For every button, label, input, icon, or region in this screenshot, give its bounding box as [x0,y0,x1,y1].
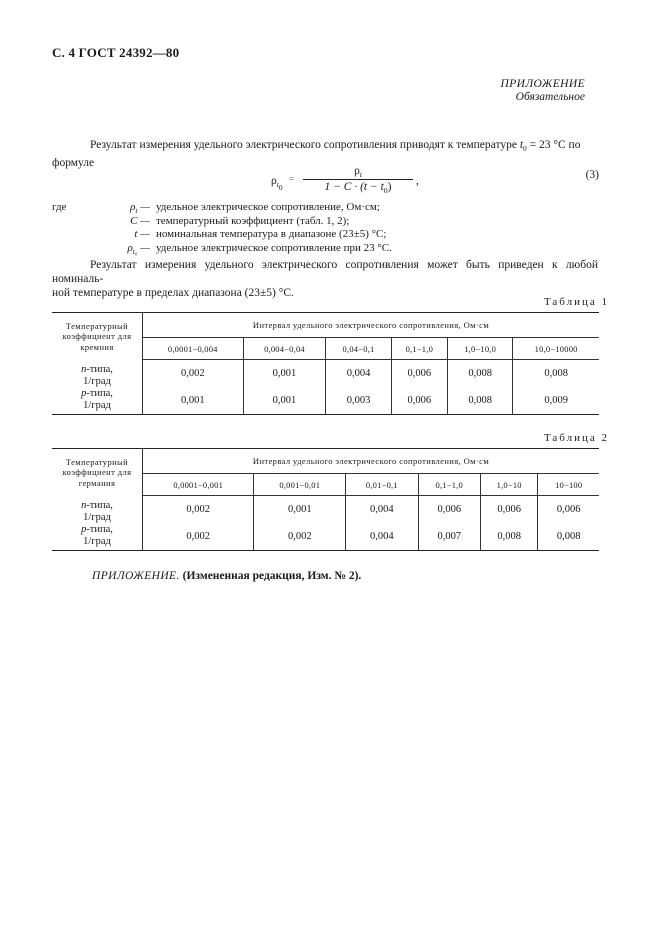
table2-cell: 0,008 [481,524,538,551]
appendix-subtitle: Обязательное [515,91,585,103]
def-symbol-sub: t [135,206,138,215]
table2-cell: 0,002 [143,524,254,551]
table1-cell: 0,001 [243,360,326,388]
table2-cell: 0,002 [254,524,346,551]
row-label: -типа, [86,387,113,399]
table1-row-p [52,388,599,415]
table1-cell: 0,008 [544,368,568,380]
table2-range: 0,0001−0,001 [143,474,254,496]
table2-range: 10−100 [538,474,599,496]
temperature-subscript: 0 [523,144,527,153]
row-label: -типа, [86,523,113,535]
definition-symbol [130,215,150,229]
paragraph-intro-line2: формуле [52,157,95,169]
row-unit: 1/град [83,375,111,387]
row-unit: 1/град [83,535,111,547]
table1-row-n [52,360,599,388]
def-dash: — [140,214,150,227]
definition-row [52,201,598,215]
paragraph-note [52,258,598,300]
table1-row-header: Температурный коэффициент для кремния [52,313,143,360]
table1-cell: 0,001 [143,388,244,415]
row-type: n [81,499,87,511]
table1-cell: 0,009 [544,395,568,406]
row-label: -типа, [86,499,113,511]
table2-cell: 0,006 [556,504,581,516]
table1-cell: 0,006 [391,360,447,388]
numerator-sub: t [359,170,362,179]
table2-range: 0,001−0,01 [254,474,346,496]
definition-symbol [127,242,150,259]
formula-fraction [303,164,413,198]
def-dash: — [140,201,150,213]
def-symbol-rho: ρ [130,201,136,213]
table2-cell: 0,008 [556,531,581,542]
table2-range: 0,01−0,1 [346,474,418,496]
definition-text: номинальная температура в диапазоне (23±5) °С; [156,228,387,240]
table2-range: 0,1−1,0 [418,474,481,496]
formula-comma: , [416,175,419,187]
table1-span-header: Интервал удельного электрического сопротивления, Ом·см [143,313,600,338]
formula-lhs-sub: t [276,180,279,189]
table1-range: 0,04−0,1 [326,338,391,360]
definition-row [52,215,598,229]
table1-cell: 0,008 [448,388,513,415]
amendment-note-italic: ПРИЛОЖЕНИЕ. [92,570,180,582]
page-header: С. 4 ГОСТ 24392—80 [52,45,180,60]
table2-cell: 0,004 [346,496,418,524]
def-symbol-rho0: ρ [127,241,133,254]
def-symbol-sub: t₀ [132,246,138,256]
table1-range: 0,0001−0,004 [143,338,244,360]
table1-cell: 0,003 [326,388,391,415]
row-type: p [81,387,87,399]
row-type: n [81,363,87,375]
row-label: -типа, [86,363,113,375]
table1-cell: 0,004 [326,360,391,388]
table2-cell: 0,004 [346,524,418,551]
definition-text: удельное электрическое сопротивление при 23 °С. [156,241,392,254]
table1-range: 10,0−10000 [513,338,599,360]
def-symbol-t: t [134,228,138,240]
paragraph-note-line2: ной температуре в пределах диапазона (23±5) °С. [52,287,294,299]
denominator-text: 1 − C · (t − t [324,181,384,193]
paragraph-intro-tail: = 23 °С по [529,139,581,151]
formula-number: (3) [585,169,599,181]
formula-lhs-subsub: 0 [278,183,283,192]
denominator-sub: 0 [383,186,388,195]
def-symbol-c: C [130,214,138,227]
definition-text: температурный коэффициент (табл. 1, 2); [156,214,350,227]
table1-cell: 0,001 [243,388,326,415]
numerator-symbol: ρ [354,165,360,177]
denominator-close: ) [387,181,392,193]
table2-row-label [52,496,143,524]
definitions [52,201,598,255]
table1 [52,312,599,415]
table2-cell: 0,006 [481,496,538,524]
table2-row-label [52,524,143,551]
table1-caption: Таблица 1 [543,296,609,308]
paragraph-intro-text: Результат измерения удельного электрического сопротивления приводят к температуре [90,139,517,151]
table1-range: 1,0−10,0 [448,338,513,360]
row-unit: 1/град [83,399,111,411]
formula-denominator [303,180,413,198]
formula-lhs-symbol: ρ [271,175,277,187]
formula-numerator [303,164,413,178]
table2-caption: Таблица 2 [543,432,609,444]
definition-row [52,242,598,256]
definitions-lead: где [52,201,67,213]
appendix-label [501,78,585,104]
table2-cell: 0,002 [143,496,254,524]
amendment-note [92,570,361,582]
table1-row-label [52,360,143,388]
formula-lhs [271,175,283,192]
paragraph-note-line1: Результат измерения удельного электрического сопротивления может быть приведен к любой номиналь- [52,259,598,285]
row-type: p [81,523,87,535]
definition-text: удельное электрическое сопротивление, Ом·см; [156,201,380,213]
table2-row-p [52,524,599,551]
table2-row-header: Температурный коэффициент для германия [52,449,143,496]
table2-range: 1,0−10 [481,474,538,496]
table1-range: 0,1−1,0 [391,338,447,360]
def-dash: — [140,241,150,254]
temperature-symbol: t [519,139,524,151]
amendment-note-bold: (Измененная редакция, Изм. № 2). [182,570,362,582]
table2 [52,448,599,551]
def-dash: — [140,228,150,240]
table1-cell: 0,006 [391,388,447,415]
table2-span-header: Интервал удельного электрического сопротивления, Ом·см [143,449,600,474]
row-unit: 1/град [83,511,111,523]
table2-cell: 0,006 [418,496,481,524]
table2-cell: 0,007 [418,524,481,551]
table2-row-n [52,496,599,524]
table1-row-label [52,388,143,415]
formula-equals: = [289,174,295,184]
table1-cell: 0,002 [143,360,244,388]
table1-range: 0,004−0,04 [243,338,326,360]
appendix-title: ПРИЛОЖЕНИЕ [500,78,585,90]
definition-symbol [134,228,150,242]
definition-row [52,228,598,242]
table2-cell: 0,001 [254,496,346,524]
table1-cell: 0,008 [448,360,513,388]
